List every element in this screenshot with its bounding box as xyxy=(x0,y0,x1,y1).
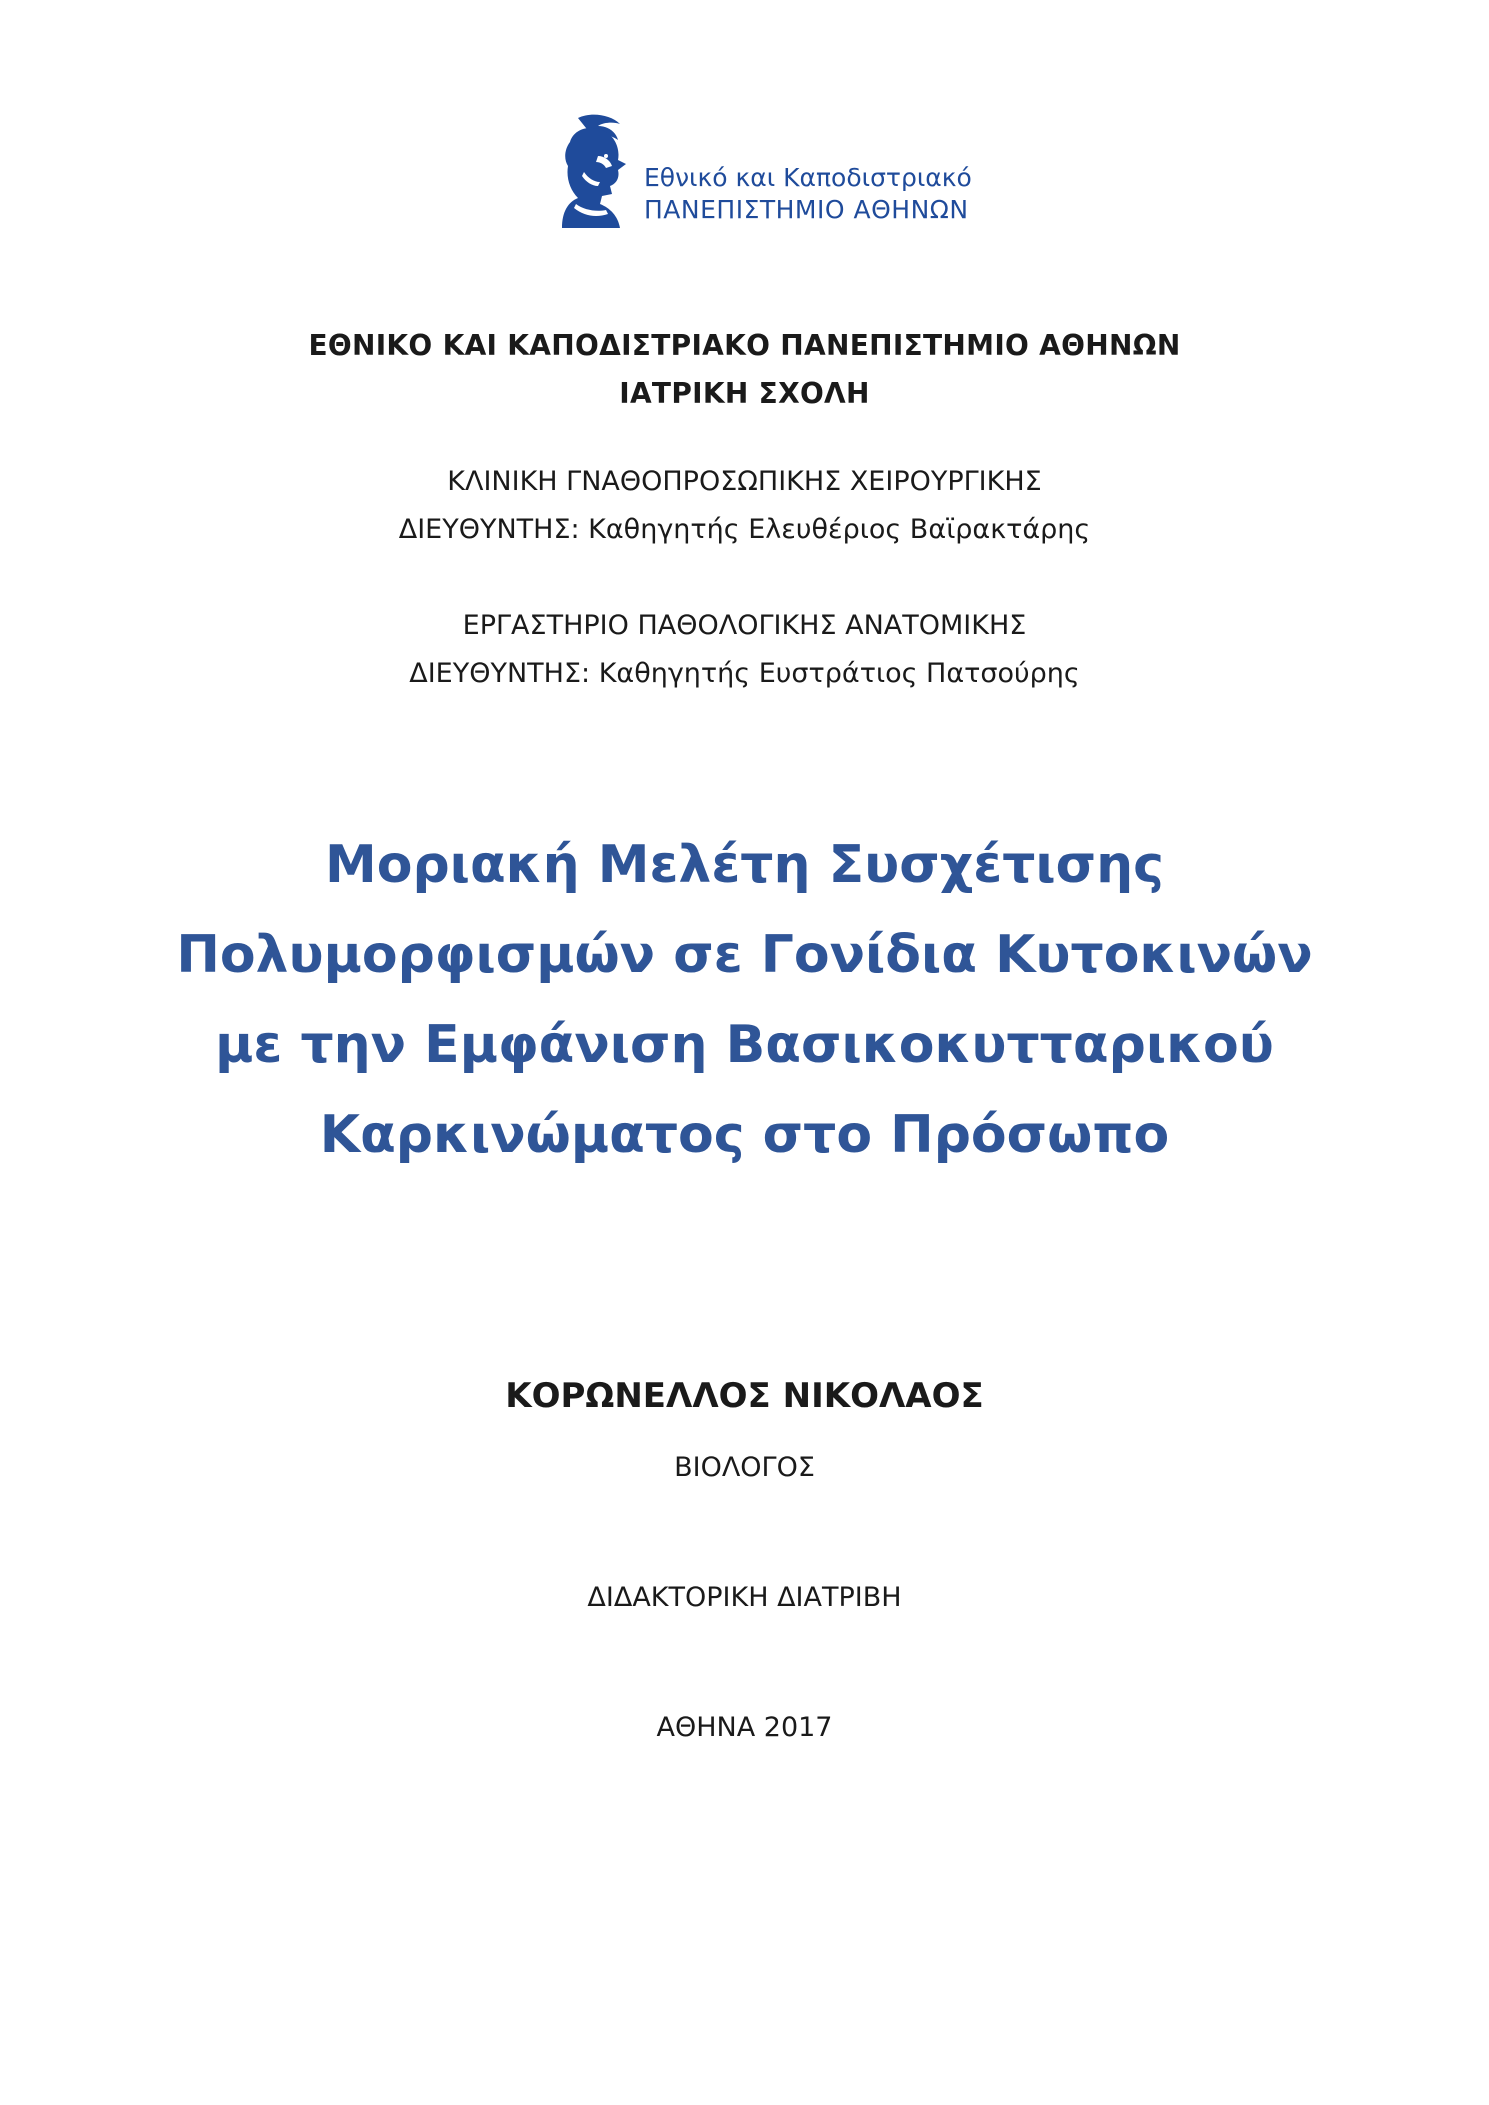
author-name: ΚΟΡΩΝΕΛΛΟΣ ΝΙΚΟΛΑΟΣ xyxy=(505,1376,984,1416)
university-logo xyxy=(548,112,972,232)
university-heading xyxy=(0,322,1489,418)
title-line: Καρκινώματος στο Πρόσωπο xyxy=(319,1105,1170,1165)
clinic-block xyxy=(0,458,1489,554)
university-name: ΕΘΝΙΚΟ ΚΑΙ ΚΑΠΟΔΙΣΤΡΙΑΚΟ ΠΑΝΕΠΙΣΤΗΜΙΟ ΑΘΗΝΩΝ xyxy=(308,329,1181,362)
athena-head-icon xyxy=(548,112,638,232)
logo-line-2: ΠΑΝΕΠΙΣΤΗΜΙΟ ΑΘΗΝΩΝ xyxy=(644,195,969,224)
logo-line-1: Εθνικό και Καποδιστριακό xyxy=(644,163,972,192)
thesis-type: ΔΙΔΑΚΤΟΡΙΚΗ ΔΙΑΤΡΙΒΗ xyxy=(587,1582,902,1613)
thesis-title xyxy=(0,820,1489,1180)
lab-name: ΕΡΓΑΣΤΗΡΙΟ ΠΑΘΟΛΟΓΙΚΗΣ ΑΝΑΤΟΜΙΚΗΣ xyxy=(462,610,1027,641)
author-role: ΒΙΟΛΟΓΟΣ xyxy=(674,1452,815,1483)
logo-text xyxy=(644,162,972,226)
lab-block xyxy=(0,602,1489,698)
title-line: με την Εμφάνιση Βασικοκυτταρικού xyxy=(215,1015,1274,1075)
title-line: Μοριακή Μελέτη Συσχέτισης xyxy=(324,835,1164,895)
title-line: Πολυμορφισμών σε Γονίδια Κυτοκινών xyxy=(176,925,1313,985)
clinic-director: ΔΙΕΥΘΥΝΤΗΣ: Καθηγητής Ελευθέριος Βαϊρακτάρης xyxy=(398,514,1091,545)
clinic-name: ΚΛΙΝΙΚΗ ΓΝΑΘΟΠΡΟΣΩΠΙΚΗΣ ΧΕΙΡΟΥΡΓΙΚΗΣ xyxy=(447,466,1042,497)
lab-director: ΔΙΕΥΘΥΝΤΗΣ: Καθηγητής Ευστράτιος Πατσούρης xyxy=(409,658,1080,689)
school-name: ΙΑΤΡΙΚΗ ΣΧΟΛΗ xyxy=(619,377,870,410)
place-year: ΑΘΗΝΑ 2017 xyxy=(656,1712,833,1743)
